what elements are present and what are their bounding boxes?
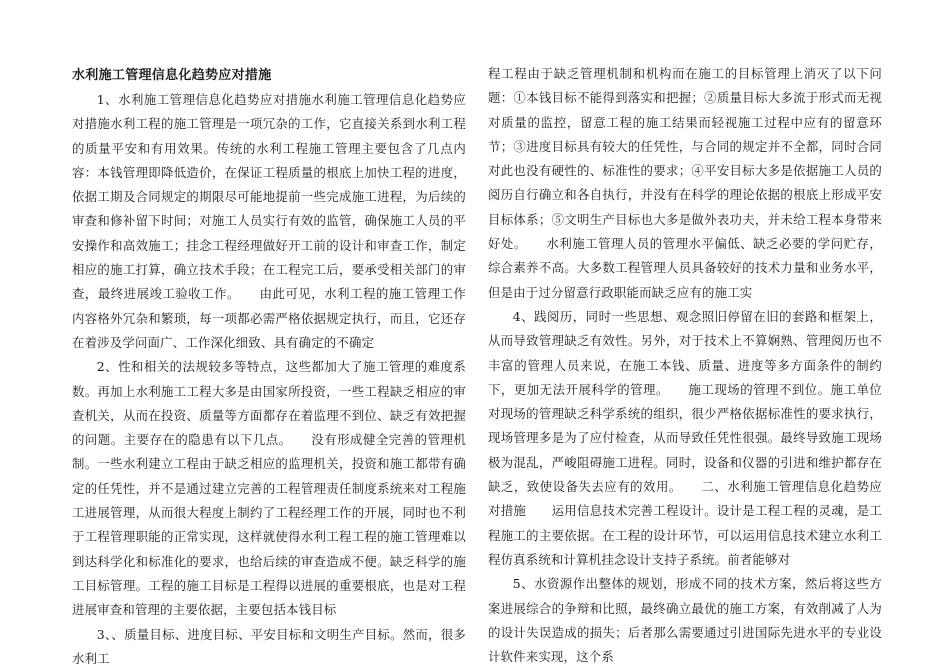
- right-column: [488, 62, 882, 669]
- paragraph-3-continued: 程工程由于缺乏管理机制和机构而在施工的目标管理上消灭了以下问题：①本钱目标不能得到落实和把握；②质量目标大多流于形式而无视对质量的监控，留意工程的施工结果而轻视施工过程中应有的留意环节；③进度目标具有较大的任凭性，与合同的规定并不全都，同时合同对此也没有硬性的、标准性的要求；④平安目标大多是依据施工人员的阅历自行确立和各自执行，并没有在科学的理论依据的根底上形成平安目标体系；⑤文明生产目标也大多是做外表功夫，并未给工程本身带来好处。 水利施工管理人员的管理水平偏低、缺乏必要的学问贮存，综合素养不高。大多数工程管理人员具备较好的技术力量和业务水平，但是由于过分留意行政职能而缺乏应有的施工实: [488, 66, 882, 300]
- paragraph-1: 1、水利施工管理信息化趋势应对措施水利施工管理信息化趋势应对措施水利工程的施工管理是一项冗杂的工作，它直接关系到水利工程的质量平安和有用效果。传统的水利工程施工管理主要包含了几点内容：本钱管理即降低造价，在保证工程质量的根底上加快工程的进度，依据工期及合同规定的期限尽可能地提前一些完成施工进程，为后续的审查和修补留下时间；对施工人员实行有效的监管，确保施工人员的平安操作和高效施工；挂念工程经理做好开工前的设计和审查工作，制定相应的施工打算，确立技术手段；在工程完工后，要承受相关部门的审查，最终进展竣工验收工作。 由此可见，水利工程的施工管理工作内容格外冗杂和繁琐，每一项都必需严格依据规定执行，而且，它还存在着涉及学问面广、工作深化细致、具有确定的不确定: [72, 92, 466, 350]
- paragraph-4: 4、践阅历，同时一些思想、观念照旧停留在旧的套路和框架上，从而导致管理缺乏有效性。另外，对于技术上不算娴熟、管理阅历也不丰富的管理人员来说，在施工本钱、质量、进度等多方面条件的制约下，更加无法开展科学的管理。 施工现场的管理不到位。施工单位对现场的管理缺乏科学系统的组织，很少严格依据标准性的要求执行，现场管理多是为了应付检查，从而导致任凭性很强。最终导致施工现场极为混乱，严峻阻碍施工进程。同时，设备和仪器的引进和维护都存在缺乏，致使设备失去应有的效用。 二、水利施工管理信息化趋势应对措施 运用信息技术完善工程设计。设计是工程工程的灵魂，是工程施工的主要依据。在工程的设计环节，可以运用信息技术建立水利工程仿真系统和计算机挂念设计支持子系统。前者能够对: [488, 308, 882, 567]
- paragraph-3: 3、、质量目标、进度目标、平安目标和文明生产目标。然而，很多水利工: [72, 626, 466, 666]
- paragraph-2: 2、性和相关的法规较多等特点，这些都加大了施工管理的难度系数。再加上水利施工工程大多是由国家所投资，一些工程缺乏相应的审查机关，从而在投资、质量等方面都存在着监理不到位、缺乏有效把握的问题。主要存在的隐患有以下几点。 没有形成健全完善的管理机制。一些水利建立工程由于缺乏相应的监理机关，投资和施工都带有确定的任凭性，并不是通过建立完善的工程管理责任制度系统来对工程施工进展管理，从而很大程度上制约了工程经理工作的开展，同时也不利于工程管理职能的正常实现，这样就使得水利工程工程的施工管理难以到达科学化和标准化的要求，也给后续的审查造成不便。缺乏科学的施工目标管理。工程的施工目标是工程得以进展的重要根底，也是对工程进展审查和管理的主要依据，主要包括本钱目标: [72, 359, 466, 618]
- paragraph-5: 5、水资源作出整体的规划，形成不同的技术方案，然后将这些方案进展综合的争辩和比照，最终确立最优的施工方案，有效削减了人为的设计失误造成的损失；后者那么需要通过引进国际先进水平的专业设计软件来实现，这个系: [488, 576, 882, 665]
- left-column: [72, 64, 466, 671]
- document-title: 水利施工管理信息化趋势应对措施: [72, 68, 272, 83]
